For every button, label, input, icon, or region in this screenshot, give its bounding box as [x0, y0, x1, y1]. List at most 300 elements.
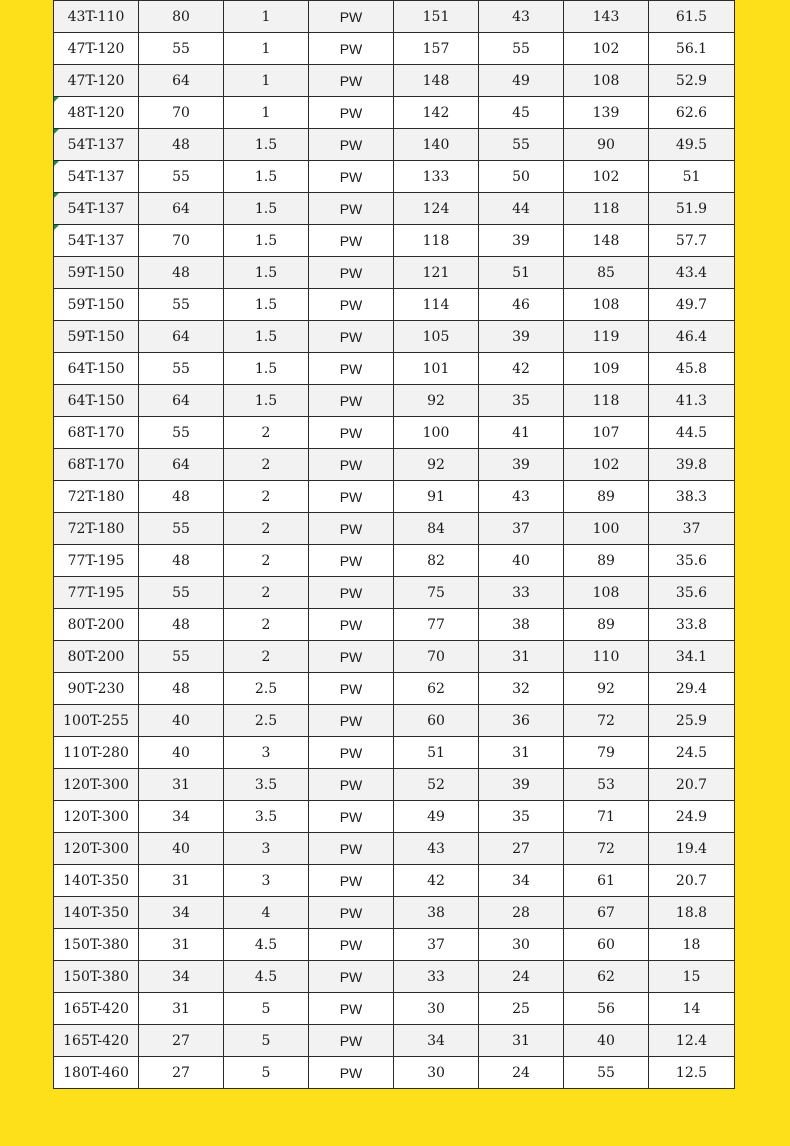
spec-table: [53, 0, 735, 1089]
cell-col6: 50: [479, 161, 564, 193]
cell-col8: 25.9: [649, 705, 735, 737]
cell-col5: 42: [394, 865, 479, 897]
cell-col7: 119: [564, 321, 649, 353]
cell-col2: 70: [139, 97, 224, 129]
cell-col5: 49: [394, 801, 479, 833]
cell-col8: 52.9: [649, 65, 735, 97]
cell-col3: 1.5: [224, 257, 309, 289]
cell-col6: 31: [479, 1025, 564, 1057]
cell-col2: 31: [139, 993, 224, 1025]
cell-col6: 46: [479, 289, 564, 321]
cell-col5: 62: [394, 673, 479, 705]
cell-col5: 30: [394, 1057, 479, 1089]
cell-col7: 85: [564, 257, 649, 289]
cell-col3: 5: [224, 1025, 309, 1057]
cell-col2: 34: [139, 801, 224, 833]
cell-col3: 1.5: [224, 225, 309, 257]
table-row: [54, 225, 735, 257]
table-row: [54, 929, 735, 961]
table-row: [54, 737, 735, 769]
cell-col6: 45: [479, 97, 564, 129]
cell-col6: 39: [479, 769, 564, 801]
cell-col8: 24.5: [649, 737, 735, 769]
cell-col5: 92: [394, 385, 479, 417]
cell-col5: 52: [394, 769, 479, 801]
cell-model: 120T-300: [54, 801, 139, 833]
cell-col7: 79: [564, 737, 649, 769]
cell-type: PW: [309, 1025, 394, 1057]
cell-col7: 72: [564, 833, 649, 865]
cell-col5: 84: [394, 513, 479, 545]
cell-col5: 60: [394, 705, 479, 737]
cell-col3: 2.5: [224, 705, 309, 737]
cell-model: 72T-180: [54, 513, 139, 545]
table-row: [54, 897, 735, 929]
cell-model: 140T-350: [54, 897, 139, 929]
cell-col3: 1: [224, 65, 309, 97]
cell-col8: 49.7: [649, 289, 735, 321]
cell-col7: 40: [564, 1025, 649, 1057]
cell-col6: 28: [479, 897, 564, 929]
cell-col6: 39: [479, 321, 564, 353]
cell-col2: 48: [139, 673, 224, 705]
cell-col8: 44.5: [649, 417, 735, 449]
cell-model: 54T-137: [54, 225, 139, 257]
cell-col5: 43: [394, 833, 479, 865]
cell-col2: 27: [139, 1025, 224, 1057]
table-row: [54, 97, 735, 129]
cell-col6: 24: [479, 961, 564, 993]
cell-col8: 45.8: [649, 353, 735, 385]
table-row: [54, 289, 735, 321]
cell-col3: 2: [224, 641, 309, 673]
cell-col6: 43: [479, 481, 564, 513]
cell-col8: 37: [649, 513, 735, 545]
cell-col5: 101: [394, 353, 479, 385]
cell-col5: 105: [394, 321, 479, 353]
table-row: [54, 513, 735, 545]
cell-col6: 31: [479, 737, 564, 769]
cell-model: 59T-150: [54, 257, 139, 289]
cell-col8: 20.7: [649, 865, 735, 897]
cell-model: 54T-137: [54, 129, 139, 161]
cell-col6: 43: [479, 1, 564, 33]
cell-col3: 2: [224, 449, 309, 481]
cell-col5: 30: [394, 993, 479, 1025]
cell-type: PW: [309, 65, 394, 97]
cell-col5: 75: [394, 577, 479, 609]
cell-col5: 82: [394, 545, 479, 577]
cell-model: 77T-195: [54, 577, 139, 609]
table-row: [54, 1025, 735, 1057]
spec-table-body: [54, 1, 735, 1089]
cell-col6: 41: [479, 417, 564, 449]
cell-col8: 14: [649, 993, 735, 1025]
cell-col5: 92: [394, 449, 479, 481]
cell-col7: 118: [564, 193, 649, 225]
cell-col7: 89: [564, 481, 649, 513]
cell-col2: 31: [139, 769, 224, 801]
cell-type: PW: [309, 481, 394, 513]
cell-col3: 2: [224, 577, 309, 609]
table-row: [54, 577, 735, 609]
table-row: [54, 449, 735, 481]
cell-model: 165T-420: [54, 1025, 139, 1057]
cell-col2: 55: [139, 513, 224, 545]
table-row: [54, 481, 735, 513]
cell-col5: 151: [394, 1, 479, 33]
cell-col3: 4.5: [224, 929, 309, 961]
cell-col2: 40: [139, 705, 224, 737]
cell-col8: 15: [649, 961, 735, 993]
cell-type: PW: [309, 513, 394, 545]
cell-type: PW: [309, 737, 394, 769]
table-row: [54, 129, 735, 161]
table-row: [54, 161, 735, 193]
cell-col3: 5: [224, 1057, 309, 1089]
cell-col6: 39: [479, 225, 564, 257]
cell-col6: 49: [479, 65, 564, 97]
cell-model: 150T-380: [54, 961, 139, 993]
cell-type: PW: [309, 353, 394, 385]
cell-col6: 30: [479, 929, 564, 961]
table-row: [54, 65, 735, 97]
cell-col2: 34: [139, 897, 224, 929]
cell-col8: 39.8: [649, 449, 735, 481]
cell-model: 59T-150: [54, 289, 139, 321]
cell-col6: 34: [479, 865, 564, 897]
cell-col7: 92: [564, 673, 649, 705]
cell-col8: 20.7: [649, 769, 735, 801]
cell-col8: 38.3: [649, 481, 735, 513]
cell-col6: 40: [479, 545, 564, 577]
cell-model: 165T-420: [54, 993, 139, 1025]
cell-col3: 2: [224, 513, 309, 545]
cell-type: PW: [309, 897, 394, 929]
cell-type: PW: [309, 193, 394, 225]
cell-col6: 25: [479, 993, 564, 1025]
cell-col3: 1.5: [224, 289, 309, 321]
cell-type: PW: [309, 769, 394, 801]
cell-col8: 43.4: [649, 257, 735, 289]
cell-col8: 56.1: [649, 33, 735, 65]
cell-col7: 108: [564, 577, 649, 609]
cell-col5: 121: [394, 257, 479, 289]
cell-col8: 12.5: [649, 1057, 735, 1089]
cell-col7: 89: [564, 545, 649, 577]
table-row: [54, 673, 735, 705]
cell-col2: 80: [139, 1, 224, 33]
cell-type: PW: [309, 321, 394, 353]
cell-col3: 1.5: [224, 385, 309, 417]
cell-type: PW: [309, 801, 394, 833]
cell-model: 90T-230: [54, 673, 139, 705]
table-row: [54, 33, 735, 65]
cell-type: PW: [309, 257, 394, 289]
table-row: [54, 865, 735, 897]
cell-model: 180T-460: [54, 1057, 139, 1089]
cell-col7: 60: [564, 929, 649, 961]
cell-col3: 4.5: [224, 961, 309, 993]
cell-col8: 35.6: [649, 577, 735, 609]
cell-col7: 100: [564, 513, 649, 545]
cell-col2: 64: [139, 449, 224, 481]
cell-type: PW: [309, 545, 394, 577]
table-row: [54, 1057, 735, 1089]
table-row: [54, 993, 735, 1025]
cell-col5: 133: [394, 161, 479, 193]
cell-col8: 46.4: [649, 321, 735, 353]
cell-col8: 61.5: [649, 1, 735, 33]
cell-type: PW: [309, 929, 394, 961]
cell-col2: 48: [139, 609, 224, 641]
cell-col2: 40: [139, 833, 224, 865]
cell-col3: 1.5: [224, 353, 309, 385]
cell-col3: 2: [224, 545, 309, 577]
cell-col8: 34.1: [649, 641, 735, 673]
cell-type: PW: [309, 961, 394, 993]
cell-type: PW: [309, 449, 394, 481]
cell-col5: 118: [394, 225, 479, 257]
cell-col6: 36: [479, 705, 564, 737]
cell-col3: 1: [224, 1, 309, 33]
cell-type: PW: [309, 641, 394, 673]
cell-col7: 108: [564, 289, 649, 321]
cell-col2: 64: [139, 65, 224, 97]
cell-type: PW: [309, 1057, 394, 1089]
cell-col2: 55: [139, 33, 224, 65]
cell-col6: 35: [479, 801, 564, 833]
cell-model: 80T-200: [54, 609, 139, 641]
cell-col2: 55: [139, 577, 224, 609]
cell-model: 54T-137: [54, 193, 139, 225]
cell-model: 59T-150: [54, 321, 139, 353]
table-row: [54, 321, 735, 353]
cell-type: PW: [309, 417, 394, 449]
cell-col2: 55: [139, 161, 224, 193]
cell-col7: 62: [564, 961, 649, 993]
cell-col8: 41.3: [649, 385, 735, 417]
table-row: [54, 961, 735, 993]
cell-col8: 57.7: [649, 225, 735, 257]
table-row: [54, 641, 735, 673]
cell-col2: 48: [139, 481, 224, 513]
cell-type: PW: [309, 705, 394, 737]
cell-col7: 55: [564, 1057, 649, 1089]
cell-col6: 44: [479, 193, 564, 225]
cell-col2: 27: [139, 1057, 224, 1089]
cell-col5: 114: [394, 289, 479, 321]
cell-col3: 1: [224, 97, 309, 129]
cell-col6: 55: [479, 33, 564, 65]
cell-col7: 89: [564, 609, 649, 641]
cell-col2: 55: [139, 417, 224, 449]
cell-col6: 32: [479, 673, 564, 705]
cell-col5: 34: [394, 1025, 479, 1057]
cell-col3: 3.5: [224, 769, 309, 801]
cell-col6: 33: [479, 577, 564, 609]
cell-col7: 109: [564, 353, 649, 385]
cell-col7: 110: [564, 641, 649, 673]
cell-model: 68T-170: [54, 449, 139, 481]
table-row: [54, 609, 735, 641]
cell-col6: 37: [479, 513, 564, 545]
cell-col8: 18.8: [649, 897, 735, 929]
cell-model: 150T-380: [54, 929, 139, 961]
cell-type: PW: [309, 385, 394, 417]
cell-type: PW: [309, 289, 394, 321]
cell-col3: 1.5: [224, 321, 309, 353]
cell-type: PW: [309, 97, 394, 129]
cell-model: 68T-170: [54, 417, 139, 449]
cell-col7: 67: [564, 897, 649, 929]
cell-col3: 3: [224, 737, 309, 769]
cell-col5: 37: [394, 929, 479, 961]
cell-model: 47T-120: [54, 65, 139, 97]
cell-col7: 61: [564, 865, 649, 897]
cell-col5: 100: [394, 417, 479, 449]
cell-model: 43T-110: [54, 1, 139, 33]
cell-model: 100T-255: [54, 705, 139, 737]
cell-type: PW: [309, 833, 394, 865]
cell-col2: 48: [139, 545, 224, 577]
cell-col2: 48: [139, 257, 224, 289]
cell-col3: 2: [224, 417, 309, 449]
cell-col2: 34: [139, 961, 224, 993]
cell-col3: 1.5: [224, 161, 309, 193]
cell-col6: 51: [479, 257, 564, 289]
cell-col7: 107: [564, 417, 649, 449]
cell-col5: 70: [394, 641, 479, 673]
cell-col7: 118: [564, 385, 649, 417]
cell-col3: 3.5: [224, 801, 309, 833]
cell-model: 80T-200: [54, 641, 139, 673]
table-row: [54, 385, 735, 417]
cell-model: 48T-120: [54, 97, 139, 129]
cell-col2: 31: [139, 929, 224, 961]
cell-type: PW: [309, 609, 394, 641]
table-row: [54, 769, 735, 801]
cell-col2: 64: [139, 193, 224, 225]
cell-col5: 33: [394, 961, 479, 993]
cell-col3: 1: [224, 33, 309, 65]
cell-type: PW: [309, 993, 394, 1025]
cell-col2: 55: [139, 641, 224, 673]
cell-col8: 49.5: [649, 129, 735, 161]
table-row: [54, 705, 735, 737]
cell-col8: 12.4: [649, 1025, 735, 1057]
cell-col6: 39: [479, 449, 564, 481]
cell-col2: 70: [139, 225, 224, 257]
cell-col6: 24: [479, 1057, 564, 1089]
cell-model: 77T-195: [54, 545, 139, 577]
cell-col2: 64: [139, 321, 224, 353]
cell-col5: 148: [394, 65, 479, 97]
cell-col8: 19.4: [649, 833, 735, 865]
cell-col5: 38: [394, 897, 479, 929]
cell-col5: 140: [394, 129, 479, 161]
cell-col3: 4: [224, 897, 309, 929]
table-row: [54, 833, 735, 865]
cell-col5: 77: [394, 609, 479, 641]
table-row: [54, 193, 735, 225]
cell-col7: 139: [564, 97, 649, 129]
cell-col6: 27: [479, 833, 564, 865]
cell-model: 64T-150: [54, 353, 139, 385]
cell-col5: 91: [394, 481, 479, 513]
cell-type: PW: [309, 865, 394, 897]
cell-col3: 5: [224, 993, 309, 1025]
table-row: [54, 417, 735, 449]
cell-col7: 148: [564, 225, 649, 257]
cell-col6: 35: [479, 385, 564, 417]
cell-col2: 48: [139, 129, 224, 161]
cell-model: 120T-300: [54, 833, 139, 865]
table-row: [54, 257, 735, 289]
cell-type: PW: [309, 1, 394, 33]
cell-col3: 3: [224, 833, 309, 865]
cell-col5: 142: [394, 97, 479, 129]
cell-type: PW: [309, 577, 394, 609]
cell-col7: 72: [564, 705, 649, 737]
cell-col8: 33.8: [649, 609, 735, 641]
cell-type: PW: [309, 225, 394, 257]
cell-col3: 1.5: [224, 193, 309, 225]
cell-col7: 102: [564, 449, 649, 481]
cell-type: PW: [309, 129, 394, 161]
table-row: [54, 545, 735, 577]
cell-model: 120T-300: [54, 769, 139, 801]
cell-col7: 56: [564, 993, 649, 1025]
cell-col2: 31: [139, 865, 224, 897]
cell-col7: 108: [564, 65, 649, 97]
cell-col2: 55: [139, 353, 224, 385]
cell-col7: 143: [564, 1, 649, 33]
cell-col2: 40: [139, 737, 224, 769]
cell-col8: 35.6: [649, 545, 735, 577]
cell-model: 64T-150: [54, 385, 139, 417]
cell-col8: 51.9: [649, 193, 735, 225]
cell-col7: 90: [564, 129, 649, 161]
cell-col3: 2: [224, 609, 309, 641]
cell-model: 72T-180: [54, 481, 139, 513]
table-row: [54, 1, 735, 33]
cell-col7: 71: [564, 801, 649, 833]
cell-model: 47T-120: [54, 33, 139, 65]
cell-col6: 31: [479, 641, 564, 673]
cell-col8: 18: [649, 929, 735, 961]
cell-col3: 1.5: [224, 129, 309, 161]
cell-col8: 29.4: [649, 673, 735, 705]
cell-col7: 102: [564, 161, 649, 193]
cell-model: 54T-137: [54, 161, 139, 193]
cell-col2: 64: [139, 385, 224, 417]
table-row: [54, 801, 735, 833]
cell-col5: 157: [394, 33, 479, 65]
cell-col6: 42: [479, 353, 564, 385]
cell-type: PW: [309, 33, 394, 65]
cell-col2: 55: [139, 289, 224, 321]
cell-col8: 24.9: [649, 801, 735, 833]
table-row: [54, 353, 735, 385]
cell-col7: 102: [564, 33, 649, 65]
cell-col3: 2: [224, 481, 309, 513]
cell-col7: 53: [564, 769, 649, 801]
cell-col8: 51: [649, 161, 735, 193]
cell-col6: 55: [479, 129, 564, 161]
cell-col5: 124: [394, 193, 479, 225]
cell-type: PW: [309, 161, 394, 193]
